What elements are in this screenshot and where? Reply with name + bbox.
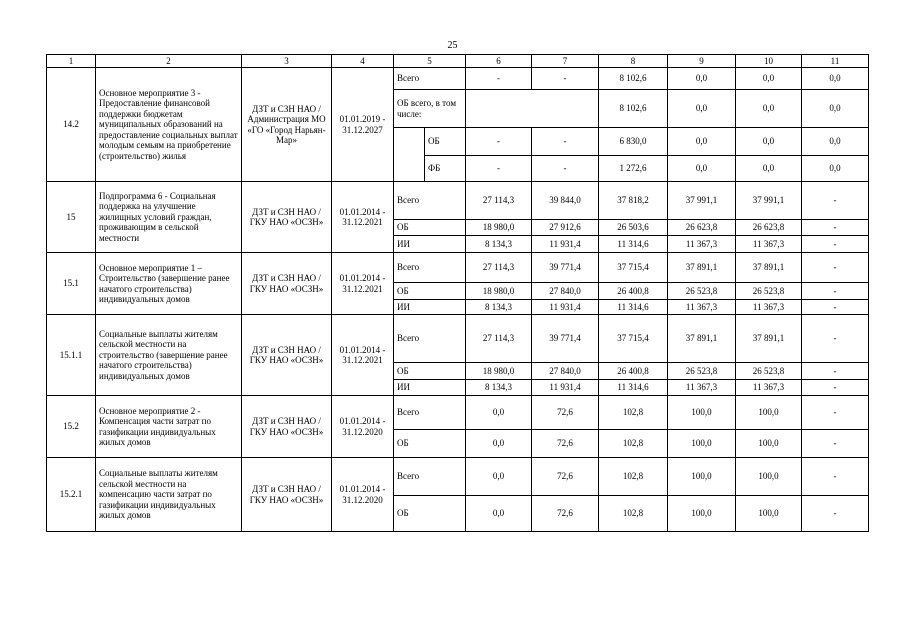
value-col-9: 11 367,3 [668, 380, 736, 396]
indent-cell [394, 128, 425, 182]
col-header-2: 2 [96, 55, 242, 68]
col-header-9: 9 [668, 55, 736, 68]
funding-source: Всего [394, 458, 466, 496]
row-executor: ДЗТ и СЗН НАО / ГКУ НАО «ОСЗН» [242, 315, 332, 396]
value-col-6: 18 980,0 [466, 363, 532, 380]
col-header-5: 5 [394, 55, 466, 68]
value-col-11: 0,0 [802, 128, 869, 156]
value-col-11: 0,0 [802, 68, 869, 90]
row-description: Подпрограмма 6 - Социальная поддержка на улучшение жилищных условий граждан, проживающим в сельской местности [96, 182, 242, 253]
row-description: Основное мероприятие 3 - Предоставление финансовой поддержки бюджетам муниципальных образований на предоставление социальных выплат молодым семьям на приобретение (строительство) жилья [96, 68, 242, 182]
value-col-6: 8 134,3 [466, 380, 532, 396]
row-description: Основное мероприятие 1 – Строительство (завершение ранее начатого строительства) индивидуальных домов [96, 253, 242, 315]
col-header-8: 8 [599, 55, 668, 68]
value-col-7: 72,6 [532, 496, 599, 532]
value-col-10: 100,0 [736, 430, 802, 458]
value-col-8: 11 314,6 [599, 236, 668, 253]
value-col-8: 26 400,8 [599, 363, 668, 380]
value-col-11: - [802, 253, 869, 283]
value-col-9: 100,0 [668, 396, 736, 430]
value-col-9: 26 523,8 [668, 283, 736, 300]
value-col-10: 11 367,3 [736, 380, 802, 396]
value-col-8: 102,8 [599, 396, 668, 430]
value-col-11: - [802, 300, 869, 315]
budget-table [46, 54, 869, 532]
value-col-11: 0,0 [802, 156, 869, 182]
value-col-10: 0,0 [736, 90, 802, 128]
value-col-9: 26 623,8 [668, 220, 736, 236]
table-row [47, 315, 869, 363]
value-col-10: 100,0 [736, 458, 802, 496]
row-period: 01.01.2014 - 31.12.2021 [332, 182, 394, 253]
value-col-8: 26 400,8 [599, 283, 668, 300]
table-row [47, 182, 869, 220]
value-col-10: 0,0 [736, 156, 802, 182]
row-executor: ДЗТ и СЗН НАО / ГКУ НАО «ОСЗН» [242, 458, 332, 532]
value-col-9: 0,0 [668, 90, 736, 128]
value-col-10: 26 623,8 [736, 220, 802, 236]
row-description: Основное мероприятие 2 - Компенсация части затрат по газификации индивидуальных жилых домов [96, 396, 242, 458]
value-col-9: 100,0 [668, 430, 736, 458]
value-col-7: 27 840,0 [532, 363, 599, 380]
value-col-7: 72,6 [532, 396, 599, 430]
funding-source: Всего [394, 315, 466, 363]
funding-source: ИИ [394, 380, 466, 396]
funding-source: ОБ [394, 496, 466, 532]
value-col-6: 27 114,3 [466, 253, 532, 283]
row-period: 01.01.2014 - 31.12.2020 [332, 458, 394, 532]
value-col-10: 26 523,8 [736, 363, 802, 380]
value-col-7: 11 931,4 [532, 300, 599, 315]
value-col-6: - [466, 68, 532, 90]
value-col-9: 37 891,1 [668, 253, 736, 283]
table-row [47, 68, 869, 90]
funding-source: ИИ [394, 236, 466, 253]
value-col-6: - [466, 128, 532, 156]
row-number: 15 [47, 182, 96, 253]
value-col-7: 39 771,4 [532, 315, 599, 363]
funding-source: ОБ [425, 128, 466, 156]
value-col-7: 27 912,6 [532, 220, 599, 236]
value-col-6: 0,0 [466, 458, 532, 496]
funding-source: Всего [394, 253, 466, 283]
row-number: 15.2 [47, 396, 96, 458]
funding-source: Всего [394, 68, 466, 90]
value-col-10: 37 891,1 [736, 315, 802, 363]
row-executor: ДЗТ и СЗН НАО / ГКУ НАО «ОСЗН» [242, 396, 332, 458]
value-col-8: 37 715,4 [599, 315, 668, 363]
row-number: 15.2.1 [47, 458, 96, 532]
value-col-10: 37 991,1 [736, 182, 802, 220]
funding-source: ОБ [394, 363, 466, 380]
value-col-9: 0,0 [668, 68, 736, 90]
value-col-9: 0,0 [668, 128, 736, 156]
value-col-6: 8 134,3 [466, 236, 532, 253]
value-col-8: 1 272,6 [599, 156, 668, 182]
value-col-7: 39 771,4 [532, 253, 599, 283]
value-col-11: - [802, 430, 869, 458]
value-col-10: 100,0 [736, 496, 802, 532]
funding-source: ОБ [394, 283, 466, 300]
value-col-9: 100,0 [668, 496, 736, 532]
value-col-7: 72,6 [532, 430, 599, 458]
funding-source: ОБ [394, 430, 466, 458]
value-col-8: 37 715,4 [599, 253, 668, 283]
page-number: 25 [447, 40, 458, 51]
value-col-8: 6 830,0 [599, 128, 668, 156]
value-col-6: 0,0 [466, 396, 532, 430]
col-header-7: 7 [532, 55, 599, 68]
value-col-8: 11 314,6 [599, 380, 668, 396]
value-col-7: 39 844,0 [532, 182, 599, 220]
row-number: 15.1 [47, 253, 96, 315]
value-col-11: - [802, 220, 869, 236]
col-header-10: 10 [736, 55, 802, 68]
row-period: 01.01.2014 - 31.12.2021 [332, 253, 394, 315]
value-col-7: 11 931,4 [532, 236, 599, 253]
value-col-10: 26 523,8 [736, 283, 802, 300]
value-col-11: - [802, 315, 869, 363]
col-header-6: 6 [466, 55, 532, 68]
row-period: 01.01.2014 - 31.12.2020 [332, 396, 394, 458]
value-col-8: 102,8 [599, 458, 668, 496]
row-executor: ДЗТ и СЗН НАО / Администрация МО «ГО «Город Нарьян-Мар» [242, 68, 332, 182]
value-col-6: 27 114,3 [466, 315, 532, 363]
value-col-6: 8 134,3 [466, 300, 532, 315]
value-col-11: - [802, 458, 869, 496]
value-col-8: 8 102,6 [599, 90, 668, 128]
value-col-9: 100,0 [668, 458, 736, 496]
value-col-11: - [802, 380, 869, 396]
value-col-9: 11 367,3 [668, 236, 736, 253]
value-col-7: - [532, 68, 599, 90]
value-col-8: 102,8 [599, 496, 668, 532]
funding-source: ОБ всего, в том числе: [394, 90, 466, 128]
value-col-11: - [802, 283, 869, 300]
value-col-10: 37 891,1 [736, 253, 802, 283]
row-period: 01.01.2019 - 31.12.2027 [332, 68, 394, 182]
row-description: Социальные выплаты жителям сельской местности на строительство (завершение ранее начатого строительства) индивидуальных домов [96, 315, 242, 396]
value-col-6: 27 114,3 [466, 182, 532, 220]
col-header-4: 4 [332, 55, 394, 68]
value-col-11: - [802, 182, 869, 220]
table-row [47, 458, 869, 496]
table-row [47, 396, 869, 430]
funding-source: Всего [394, 396, 466, 430]
col-header-3: 3 [242, 55, 332, 68]
funding-source: ОБ [394, 220, 466, 236]
value-col-9: 37 891,1 [668, 315, 736, 363]
value-col-7: - [532, 128, 599, 156]
row-period: 01.01.2014 - 31.12.2021 [332, 315, 394, 396]
row-number: 14.2 [47, 68, 96, 182]
value-col-7: 27 840,0 [532, 283, 599, 300]
value-col-6: 0,0 [466, 430, 532, 458]
value-col-11: - [802, 363, 869, 380]
value-col-6: - [466, 156, 532, 182]
value-col-10: 11 367,3 [736, 236, 802, 253]
value-col-7: 11 931,4 [532, 380, 599, 396]
value-col-11: - [802, 236, 869, 253]
col-header-11: 11 [802, 55, 869, 68]
value-col-8: 8 102,6 [599, 68, 668, 90]
funding-source: Всего [394, 182, 466, 220]
value-col-9: 37 991,1 [668, 182, 736, 220]
funding-source: ИИ [394, 300, 466, 315]
row-executor: ДЗТ и СЗН НАО / ГКУ НАО «ОСЗН» [242, 182, 332, 253]
value-col-11: 0,0 [802, 90, 869, 128]
col-header-1: 1 [47, 55, 96, 68]
value-col-11: - [802, 396, 869, 430]
value-col-9: 11 367,3 [668, 300, 736, 315]
value-col-9: 26 523,8 [668, 363, 736, 380]
value-col-10: 11 367,3 [736, 300, 802, 315]
value-col-10: 0,0 [736, 128, 802, 156]
value-col-9: 0,0 [668, 156, 736, 182]
row-executor: ДЗТ и СЗН НАО / ГКУ НАО «ОСЗН» [242, 253, 332, 315]
row-number: 15.1.1 [47, 315, 96, 396]
value-col-10: 0,0 [736, 68, 802, 90]
value-col-6: 18 980,0 [466, 220, 532, 236]
value-col-11: - [802, 496, 869, 532]
value-col-6: 0,0 [466, 496, 532, 532]
row-description: Социальные выплаты жителям сельской местности на компенсацию части затрат по газификации индивидуальных жилых домов [96, 458, 242, 532]
value-col-7: 72,6 [532, 458, 599, 496]
funding-source: ФБ [425, 156, 466, 182]
value-col-8: 26 503,6 [599, 220, 668, 236]
value-col-8: 102,8 [599, 430, 668, 458]
value-col-10: 100,0 [736, 396, 802, 430]
value-col-7: - [532, 156, 599, 182]
column-number-row [47, 55, 869, 68]
value-col-8: 37 818,2 [599, 182, 668, 220]
value-col-8: 11 314,6 [599, 300, 668, 315]
value-col-6-7 [466, 90, 599, 128]
value-col-6: 18 980,0 [466, 283, 532, 300]
table-row [47, 253, 869, 283]
